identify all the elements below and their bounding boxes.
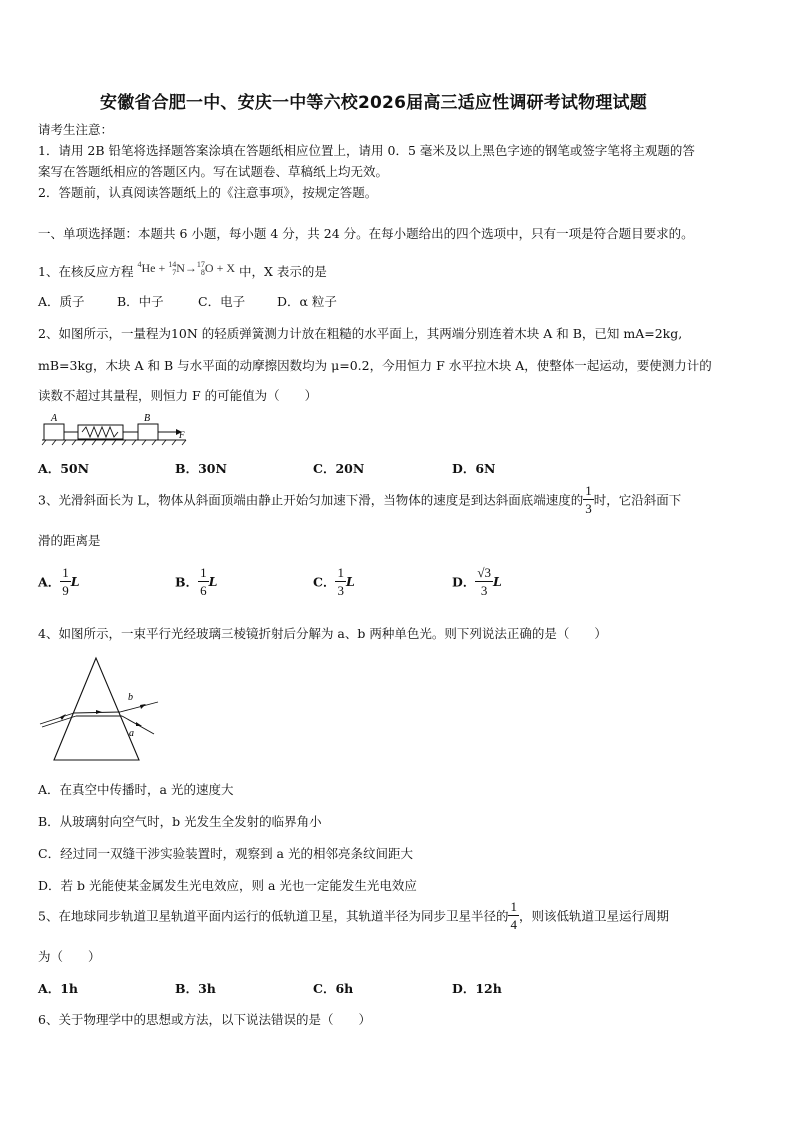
q3-line-2: 滑的距离是: [38, 533, 101, 548]
q5-option-a: A．1h: [38, 981, 78, 996]
nuclear-equation: $^4$He + 14 7 N→ 17 8 O + X: [137, 260, 236, 278]
page-title: 安徽省合肥一中、安庆一中等六校2026届高三适应性调研考试物理试题: [100, 93, 647, 113]
block-a: [44, 424, 64, 440]
q5-line-2: 为（ ）: [38, 949, 101, 964]
q6-stem: 6、关于物理学中的思想或方法，以下说法错误的是（ ）: [38, 1012, 371, 1027]
q1-option-a: A．质子: [38, 294, 85, 309]
q5-fraction: $\frac{1}{4}$: [510, 899, 517, 932]
q1-option-b: B．中子: [117, 294, 164, 309]
notice-line-2: 2．答题前，认真阅读答题纸上的《注意事项》，按规定答题。: [38, 185, 378, 200]
q4-option-b: B．从玻璃射向空气时，b 光发生全发射的临界角小: [38, 814, 322, 829]
q1-suffix: 中，X 表示的是: [239, 264, 327, 279]
q2-line-3: 读数不超过其量程，则恒力 F 的可能值为（ ）: [38, 388, 318, 403]
q2-option-a: A．50N: [38, 461, 90, 476]
prism-figure: [36, 652, 166, 764]
force-label: F: [179, 430, 185, 440]
q3-option-d: D． $\frac{√3}{3}$ L: [452, 565, 502, 598]
q2-line-2: mB=3kg，木块 A 和 B 与水平面的动摩擦因数均为 μ=0.2，今用恒力 F 水平拉木块 A，使整体一起运动，要使测力计的: [38, 358, 712, 373]
section-heading: 一、单项选择题：本题共 6 小题，每小题 4 分，共 24 分。在每小题给出的四个选项中，只有一项是符合题目要求的。: [38, 226, 694, 241]
q5-option-c: C．6h: [313, 981, 354, 996]
question-5-stem: 5、在地球同步轨道卫星轨道平面内运行的低轨道卫星，其轨道半径为同步卫星半径的 $\frac{1}{4}$ ，则该低轨道卫星运行周期: [38, 899, 669, 932]
ray-b-label: b: [128, 692, 133, 703]
notice-heading: 请考生注意：: [38, 122, 114, 137]
q2-option-d: D．6N: [452, 461, 496, 476]
q4-option-a: A．在真空中传播时，a 光的速度大: [38, 782, 234, 797]
q5-option-d: D．12h: [452, 981, 502, 996]
q5-option-b: B．3h: [175, 981, 216, 996]
question-1-stem: [38, 262, 327, 281]
q3-option-a: A． $\frac{1}{9}$ L: [38, 565, 80, 598]
block-b-label: B: [144, 413, 151, 424]
ray-a-label: a: [129, 728, 134, 739]
block-a-label: A: [51, 413, 58, 424]
ray-b: [120, 702, 158, 712]
block-b: [138, 424, 158, 440]
spring-blocks-figure: [38, 410, 198, 446]
notice-line-1b: 案写在答题纸相应的答题区内。写在试题卷、草稿纸上均无效。: [38, 164, 389, 179]
notice-line-1a: 1．请用 2B 铅笔将选择题答案涂填在答题纸相应位置上，请用 0．5 毫米及以上黑色字迹的钢笔或签字笔将主观题的答: [38, 143, 695, 158]
q2-option-b: B．30N: [175, 461, 227, 476]
q2-option-c: C．20N: [313, 461, 365, 476]
q4-option-d: D．若 b 光能使某金属发生光电效应，则 a 光也一定能发生光电效应: [38, 878, 417, 893]
q2-line-1: 2、如图所示，一量程为10N 的轻质弹簧测力计放在粗糙的水平面上，其两端分别连着木块 A 和 B，已知 mA=2kg,: [38, 326, 683, 341]
q1-option-d: D．α 粒子: [277, 294, 337, 309]
q1-option-c: C．电子: [198, 294, 246, 309]
q3-option-b: B． $\frac{1}{6}$ L: [175, 565, 218, 598]
question-3-stem: 3、光滑斜面长为 L，物体从斜面顶端由静止开始匀加速下滑，当物体的速度是到达斜面底端速度的 $\frac{1}{3}$ 时，它沿斜面下: [38, 483, 682, 516]
q4-stem: 4、如图所示，一束平行光经玻璃三棱镜折射后分解为 a、b 两种单色光。则下列说法正确的是（ ）: [38, 626, 607, 641]
prism-triangle: [54, 658, 139, 760]
q3-option-c: C． $\frac{1}{3}$ L: [313, 565, 355, 598]
q3-fraction: $\frac{1}{3}$: [585, 483, 592, 516]
spring-scale: [78, 425, 123, 439]
q1-prefix: 1、在核反应方程: [38, 264, 134, 279]
q4-option-c: C．经过同一双缝干涉实验装置时，观察到 a 光的相邻亮条纹间距大: [38, 846, 413, 861]
